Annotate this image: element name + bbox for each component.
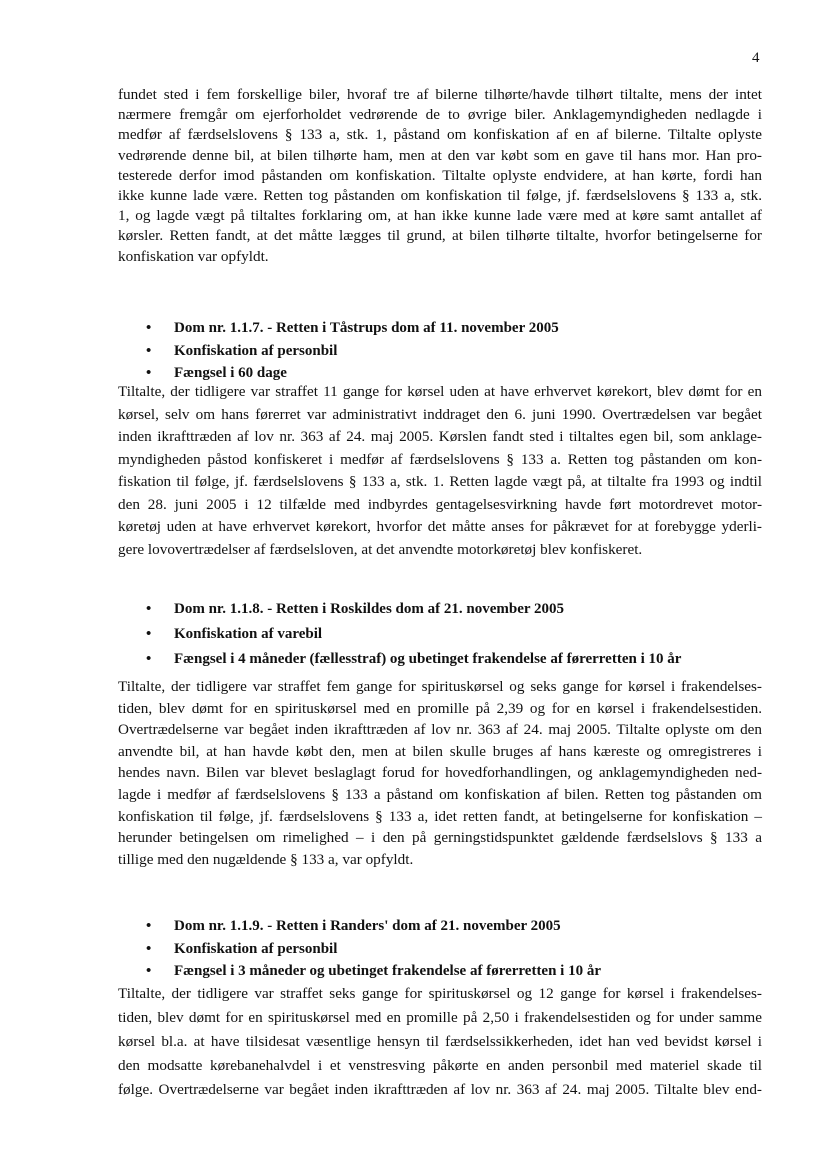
text-line: nærmere fremgår om ejerforholdet vedrørende de to øvrige biler. Anklagemyndigheden nedlagde i	[118, 106, 762, 124]
bullet-item-case-confiscation: • Konfiskation af personbil	[146, 938, 601, 961]
text-line: den modsatte kørebanehalvdel i et venstresving påkørte en anden personbil med materiel skade til	[118, 1057, 762, 1074]
paragraph-4	[118, 982, 762, 1102]
text-line: tiden, blev dømt for en spirituskørsel med en promille på 2,39 og for en kørsel i frakendelsestiden.	[118, 699, 762, 717]
text-line: Tiltalte, der tidligere var straffet 11 gange for kørsel uden at have erhvervet kørekort, blev dømt for en	[118, 383, 762, 400]
text-line: Tiltalte, der tidligere var straffet seks gange for spirituskørsel og 12 gange for kørsel i frakendelses-	[118, 985, 762, 1002]
text-line: anvendte bil, at han havde købt den, men at bilen skulle bruges af hans kæreste og omregistreres i	[118, 742, 762, 760]
text-line: inden ikrafttræden af lov nr. 363 af 24. maj 2005. Kørslen fandt sted i tiltaltes egen bil, som anklage-	[118, 428, 762, 445]
bullet-item-case-sentence: • Fængsel i 60 dage	[146, 362, 559, 385]
text-line: lagde i medfør af færdselslovens § 133 a påstand om konfiskation af bilen. Retten tog påstanden om	[118, 785, 762, 803]
text-line: hendes navn. Bilen var blevet beslaglagt forud for hovedforhandlingen, og anklagemyndigheden ned-	[118, 764, 762, 782]
case-bullets-1-1-8	[146, 597, 681, 672]
text-line: kørsel, selv om hans førerret var administrativt inddraget den 6. juni 1990. Overtrædelsen var begået	[118, 405, 762, 423]
bullet-item-case-heading: • Dom nr. 1.1.7. - Retten i Tåstrups dom af 11. november 2005	[146, 317, 559, 340]
text-line: tillige med den nugældende § 133 a, var opfyldt.	[118, 850, 414, 868]
text-line: køretøj uden at have erhvervet kørekort, hvorfor det måtte anses for påkrævet for at forebygge yderli-	[118, 518, 762, 535]
case-bullets-1-1-9	[146, 915, 601, 983]
text-line: tiden, blev dømt for en spirituskørsel med en promille på 2,50 i frakendelsestiden og for under samme	[118, 1009, 762, 1026]
text-line: gere lovovertrædelser af færdselsloven, at det anvendte motorkøretøj blev konfiskeret.	[118, 540, 643, 558]
bullet-item-case-confiscation: • Konfiskation af personbil	[146, 340, 559, 363]
text-line: konfiskation til følge, jf. færdselslovens § 133 a, idet retten fandt, at betingelserne for konfiskation –	[118, 807, 762, 825]
text-line: Overtrædelserne var begået inden ikrafttræden af lov nr. 363 af 24. maj 2005. Tiltalte oplyste om den	[118, 721, 762, 739]
bullet-item-case-heading: • Dom nr. 1.1.9. - Retten i Randers' dom af 21. november 2005	[146, 915, 601, 938]
text-line: den 28. juni 2005 i 12 tilfælde med indbyrdes gentagelsesvirkning havde ført motordrevet motor-	[118, 495, 762, 513]
text-line: Tiltalte, der tidligere var straffet fem gange for spirituskørsel og seks gange for kørsel i frakendelses-	[118, 678, 762, 695]
paragraph-2	[118, 381, 762, 561]
text-line: ikke kunne lade være. Retten tog påstanden om konfiskation til følge, jf. færdselslovens § 133 a, stk.	[118, 187, 762, 205]
bullet-item-case-sentence: • Fængsel i 3 måneder og ubetinget frakendelse af førerretten i 10 år	[146, 960, 601, 983]
bullet-item-case-confiscation: • Konfiskation af varebil	[146, 622, 681, 647]
text-line: myndigheden påstod konfiskeret i medfør af færdselslovens § 133 a. Retten tog påstanden om kon-	[118, 450, 762, 468]
text-line: 1, og lagde vægt på tiltaltes forklaring om, at han ikke kunne lade være med at køre samt antallet af	[118, 207, 762, 225]
text-line: kørsel bl.a. at have tilsidesat væsentlige hensyn til færdselssikkerheden, idet han ved bevidst kørsel i	[118, 1033, 762, 1050]
text-line: fiskation til følge, jf. færdselslovens § 133 a, stk. 1. Retten lagde vægt på, at tiltalte fra 1993 og indtil	[118, 473, 762, 490]
text-line: herunder betingelsen om rimelighed – i den på gerningstidspunktet gældende færdselslovs § 133 a	[118, 829, 762, 847]
bullet-item-case-sentence: • Fængsel i 4 måneder (fællesstraf) og ubetinget frakendelse af førerretten i 10 år	[146, 647, 681, 672]
text-line: testerede derfor imod påstanden om konfiskation. Tiltalte oplyste endvidere, at han kørte, fordi han	[118, 166, 762, 184]
bullet-item-case-heading: • Dom nr. 1.1.8. - Retten i Roskildes dom af 21. november 2005	[146, 597, 681, 622]
text-line: konfiskation var opfyldt.	[118, 247, 269, 265]
paragraph-3	[118, 676, 762, 870]
text-line: medfør af færdselslovens § 133 a, stk. 1, påstand om konfiskation af en af bilerne. Tiltalte oplyste	[118, 126, 762, 144]
text-line: fundet sted i fem forskellige biler, hvoraf tre af bilerne tilhørte/havde tilhørt tiltalte, mens der intet	[118, 86, 762, 103]
text-line: kørsler. Retten fandt, at det måtte lægges til grund, at bilen tilhørte tiltalte, hvorfor betingelserne for	[118, 227, 762, 245]
text-line: vedrørende denne bil, at bilen tilhørte ham, men at den var købt som en gave til hans mor. Han pro-	[118, 146, 762, 164]
paragraph-1	[118, 85, 762, 267]
case-bullets-1-1-7	[146, 317, 559, 385]
text-line: følge. Overtrædelserne var begået inden ikrafttræden af lov nr. 363 af 24. maj 2005. Tiltalte blev end-	[118, 1081, 762, 1098]
page-number: 4	[752, 50, 760, 66]
